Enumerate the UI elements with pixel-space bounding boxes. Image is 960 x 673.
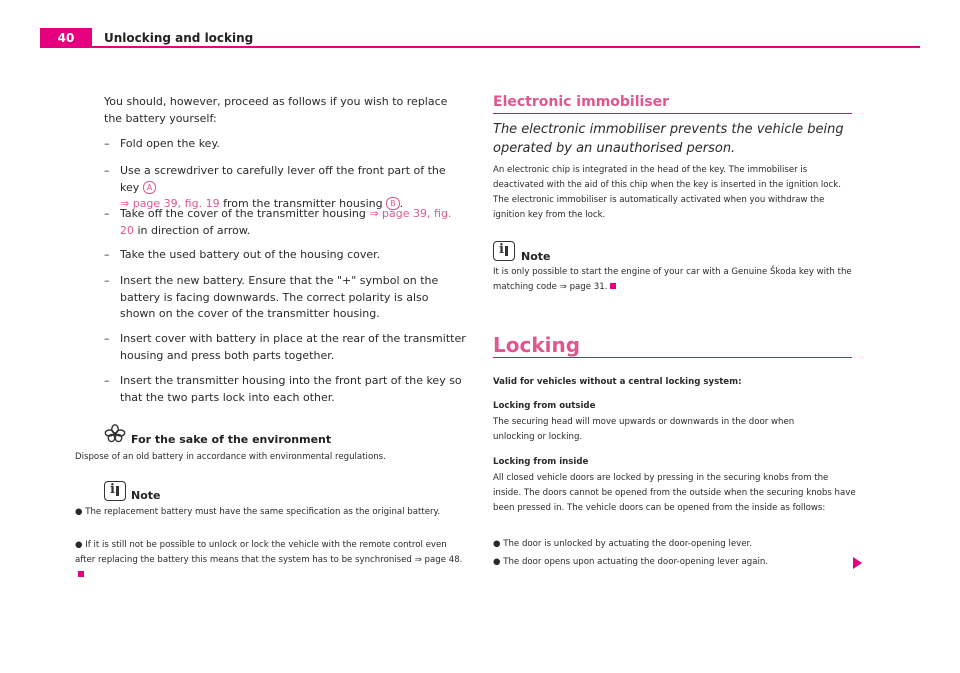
locking-item-2 [493, 555, 855, 570]
step-text: Take the used battery out of the housing cover. [120, 248, 381, 261]
step-7 [104, 373, 466, 406]
note-icon [493, 241, 515, 261]
step-text: in direction of arrow. [137, 223, 251, 237]
note-item-1 [75, 505, 449, 520]
bullet-marker: ● [75, 540, 83, 550]
next-page-arrow-icon[interactable] [853, 557, 862, 569]
dash-marker: – [104, 207, 110, 220]
step-4 [104, 247, 466, 264]
step-5 [104, 273, 466, 323]
note-item-2 [75, 538, 465, 583]
locking-list [493, 537, 855, 577]
immobiliser-note-text [493, 265, 855, 295]
immobiliser-text: An electronic chip is integrated in the head of the key. The immobiliser is deactivated with the aid of this chip when the key is inserted in the ignition lock. The electronic immobiliser is automatically activated when you withdraw the ignition key from the lock. [493, 165, 841, 220]
step-text: Insert the transmitter housing into the front part of the key so that the two parts lock into each other. [120, 374, 462, 404]
locking-item-1 [493, 537, 855, 552]
note-title: Note [131, 489, 161, 502]
callout-b-badge: B [386, 197, 400, 210]
inside-text: All closed vehicle doors are locked by pressing in the securing knobs from the inside. The doors cannot be opened from the outside when the securing knobs have been pressed in. The vehicle doors can be opened from the inside as follows: [493, 473, 856, 513]
bullet-marker: ● [75, 507, 83, 517]
dash-marker: – [104, 332, 110, 345]
note-item-text: If it is still not be possible to unlock or lock the vehicle with the remote control even after replacing the battery this means that the system has to be synchronised ⇒ page 48. [75, 540, 463, 565]
end-marker [610, 283, 616, 289]
dash-marker: – [104, 248, 110, 261]
section-rule [493, 113, 852, 114]
immobiliser-lead: The electronic immobiliser prevents the vehicle being operated by an unauthorised person. [493, 122, 844, 156]
note-list [75, 505, 465, 585]
fig-19-link[interactable]: ⇒ page 39, fig. 19 [120, 197, 220, 210]
callout-a-badge: A [143, 181, 156, 194]
note-item-text: The replacement battery must have the same specification as the original battery. [85, 507, 441, 517]
dash-marker: – [104, 274, 110, 287]
header-rule [40, 46, 920, 48]
end-marker [78, 571, 84, 577]
page-number: 40 [40, 28, 92, 48]
step-text: Insert the new battery. Ensure that the "+" symbol on the battery is facing downwards. The correct polarity is also shown on the cover of the transmitter housing. [120, 274, 439, 320]
step-text: Fold open the key. [120, 137, 220, 150]
step-text: Take off the cover of the transmitter housing [120, 207, 366, 220]
dash-marker: – [104, 374, 110, 387]
locking-item-text: The door opens upon actuating the door-opening lever again. [503, 557, 769, 567]
step-text: Use a screwdriver to carefully lever off the front part of the key [120, 164, 446, 194]
note-icon [104, 481, 126, 501]
bullet-marker: ● [493, 557, 501, 567]
note-text: It is only possible to start the engine of your car with a Genuine Škoda key with the matching code ⇒ page 31. [493, 267, 852, 292]
dash-marker: – [104, 137, 110, 150]
step-text: . [399, 197, 404, 210]
fig-20-link[interactable]: ⇒ page 39, fig. 20 [120, 207, 452, 237]
step-text: Insert cover with battery in place at the rear of the transmitter housing and press both parts together. [120, 332, 466, 362]
outside-text: The securing head will move upwards or downwards in the door when unlocking or locking. [493, 417, 795, 442]
environment-text: Dispose of an old battery in accordance with environmental regulations. [75, 452, 386, 462]
locking-validity: Valid for vehicles without a central locking system: [493, 377, 742, 387]
locking-heading: Locking [493, 333, 581, 357]
step-3 [104, 206, 466, 239]
outside-title: Locking from outside [493, 401, 596, 411]
environment-title: For the sake of the environment [131, 433, 332, 446]
flower-icon [104, 424, 126, 444]
immobiliser-heading: Electronic immobiliser [493, 94, 670, 110]
step-6 [104, 331, 466, 364]
locking-item-text: The door is unlocked by actuating the door-opening lever. [503, 539, 752, 549]
steps-list [104, 136, 466, 406]
inside-title: Locking from inside [493, 457, 589, 467]
step-text: from the transmitter housing [223, 197, 383, 210]
bullet-marker: ● [493, 539, 501, 549]
step-1 [104, 136, 466, 153]
dash-marker: – [104, 164, 110, 177]
intro-paragraph: You should, however, proceed as follows if you wish to replace the battery yourself: [104, 95, 448, 125]
running-title: Unlocking and locking [104, 31, 254, 45]
section-rule [493, 357, 852, 358]
note-title: Note [521, 250, 551, 263]
